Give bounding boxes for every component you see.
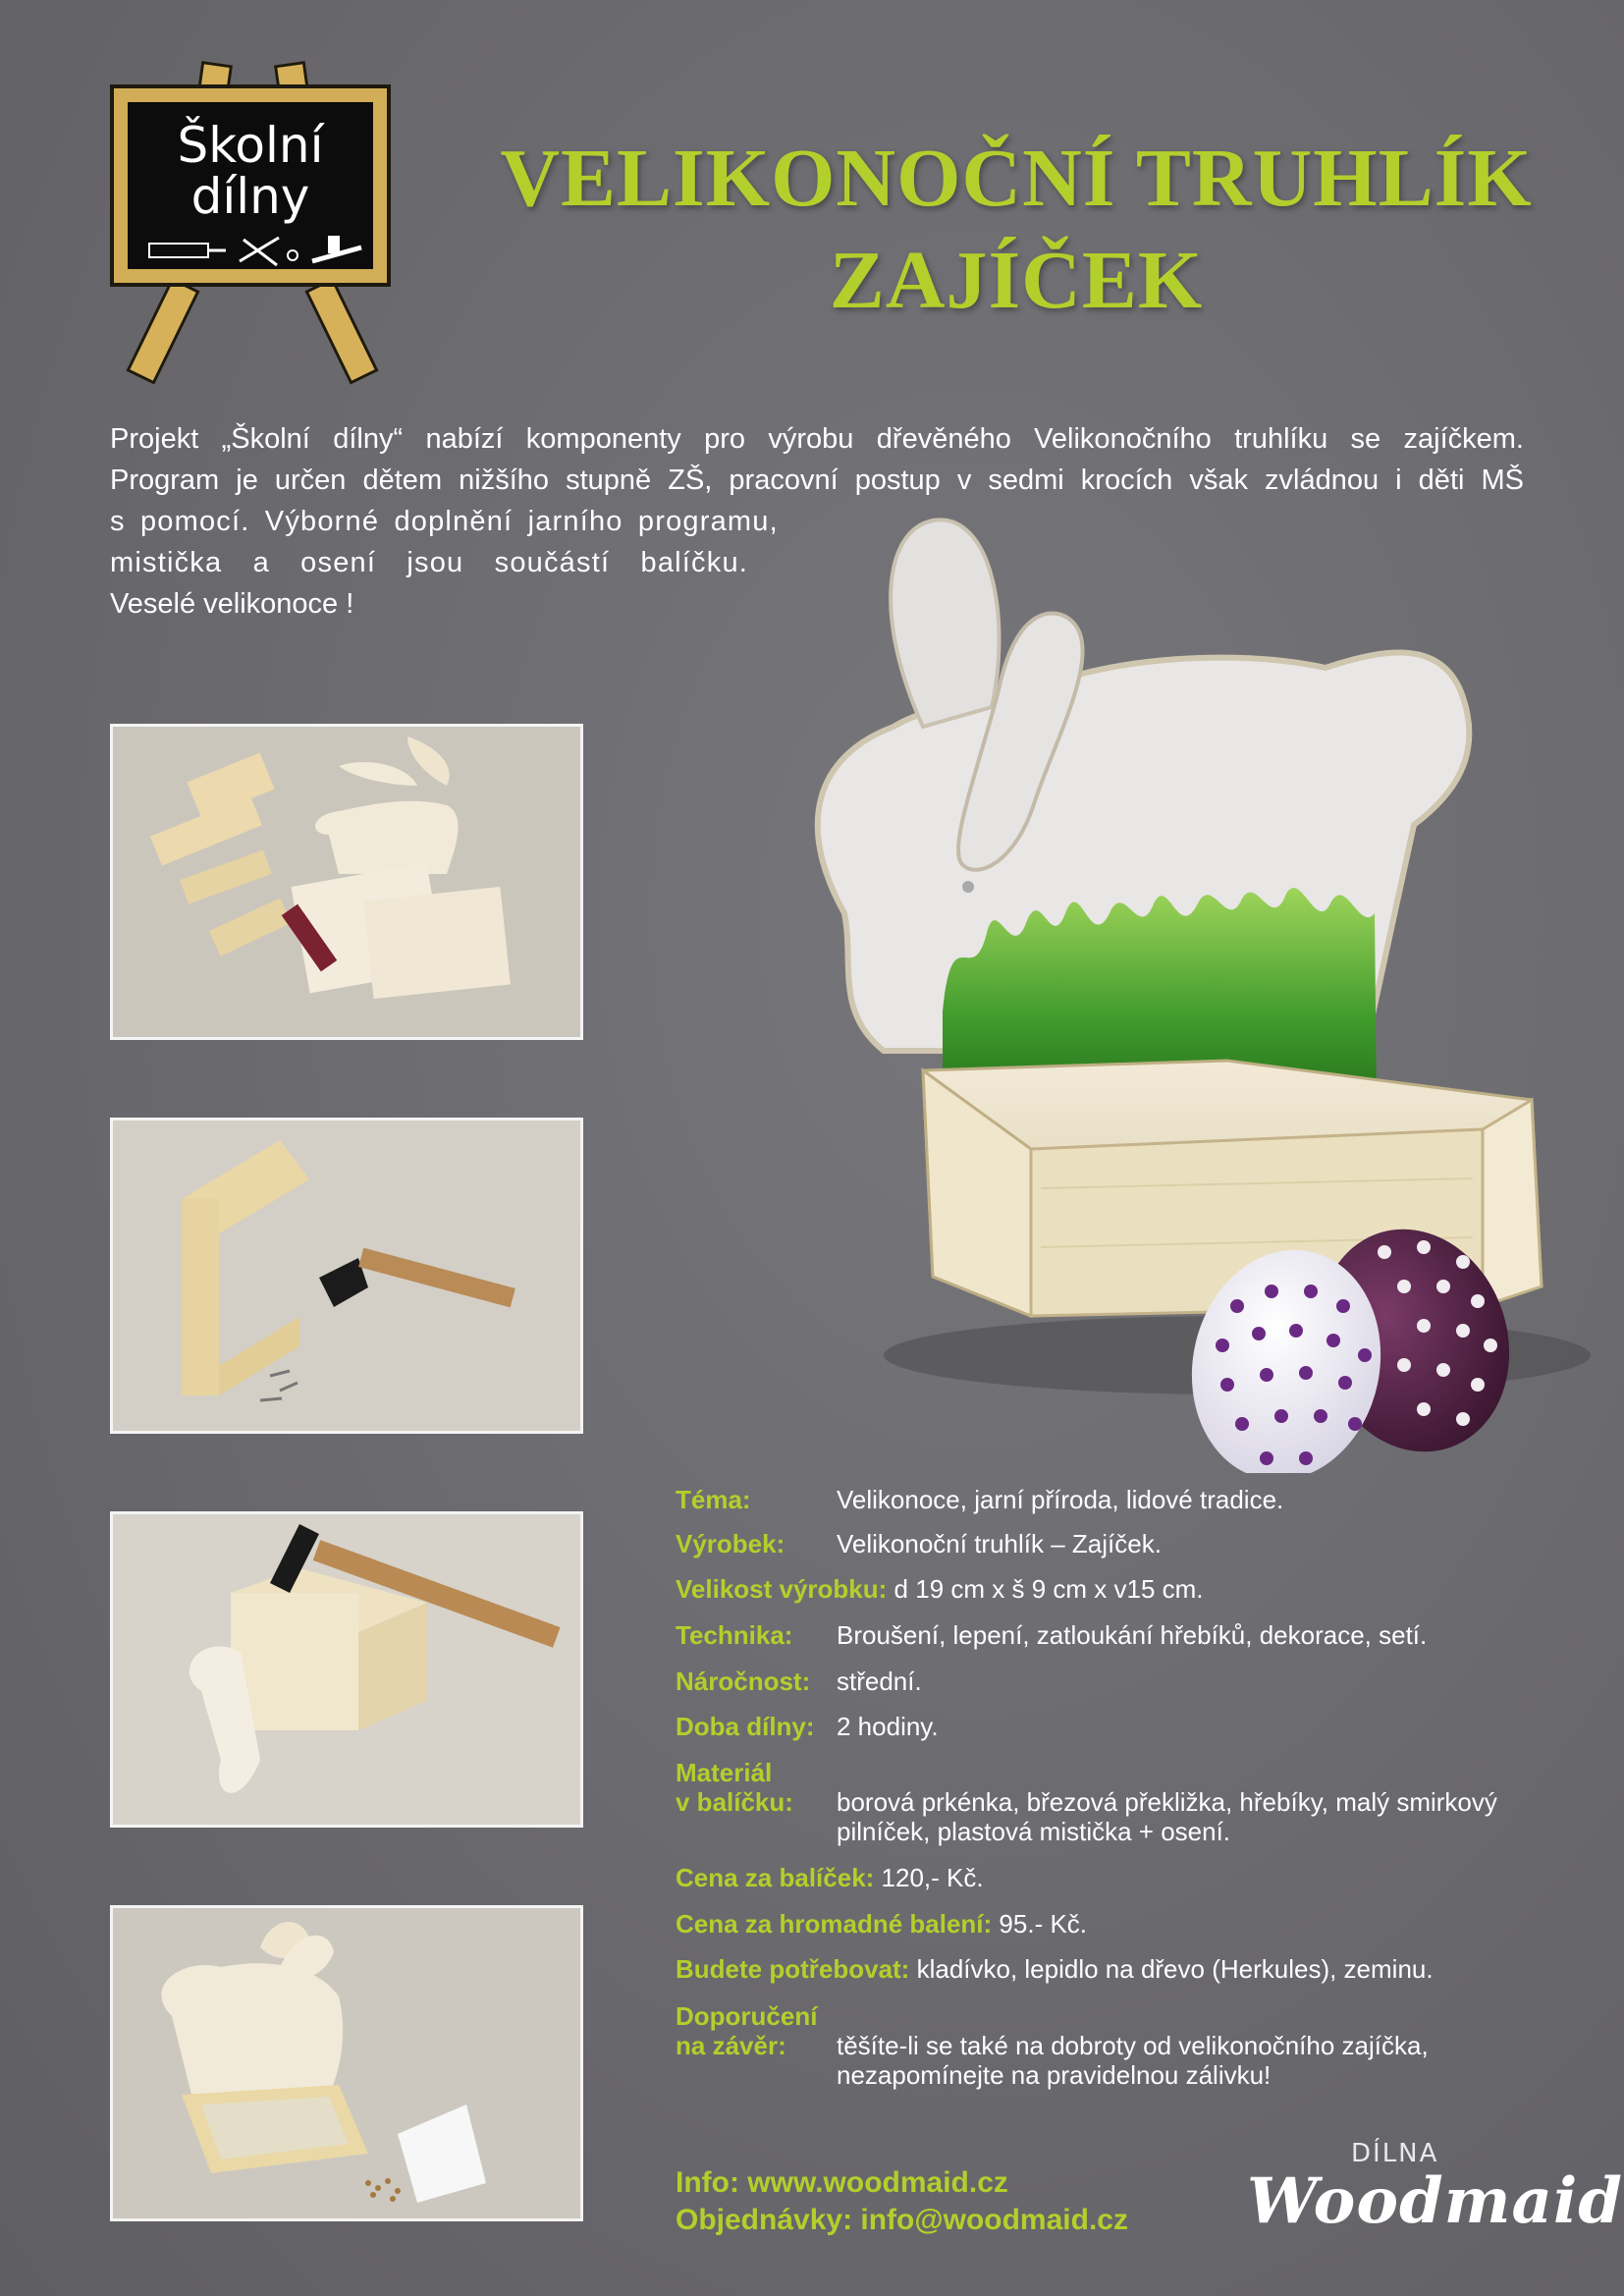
photo-finished-box	[110, 1905, 583, 2221]
narocnost-value: střední.	[837, 1667, 922, 1696]
footer-orders-link[interactable]: Objednávky: info@woodmaid.cz	[676, 2204, 1128, 2236]
assembling-illustration	[113, 1514, 580, 1825]
page-title	[461, 128, 1571, 332]
detail-doba	[676, 1712, 939, 1741]
bunny-planter-image	[776, 501, 1620, 1473]
material-label-line1: Materiál	[676, 1758, 773, 1787]
photo-assembling-box	[110, 1511, 583, 1828]
cena-value: 120,- Kč.	[881, 1863, 984, 1892]
potrebovat-label: Budete potřebovat:	[676, 1954, 910, 1984]
footer-info-link[interactable]: Info: www.woodmaid.cz	[676, 2166, 1008, 2199]
doba-value: 2 hodiny.	[837, 1712, 939, 1741]
detail-material	[676, 1758, 793, 1817]
velikost-value: d 19 cm x š 9 cm x v15 cm.	[893, 1574, 1204, 1604]
photo-parts	[110, 724, 583, 1040]
cena-label: Cena za balíček:	[676, 1863, 875, 1892]
vyrobek-value: Velikonoční truhlík – Zajíček.	[837, 1529, 1162, 1558]
title-line1: VELIKONOČNÍ TRUHLÍK	[500, 133, 1533, 224]
logo-text-line2: dílny	[190, 168, 310, 225]
vyrobek-label: Výrobek:	[676, 1529, 785, 1558]
hromadne-value: 95.- Kč.	[999, 1909, 1088, 1939]
detail-potrebovat	[676, 1954, 1434, 1984]
intro-line3: s pomocí. Výborné doplnění jarního programu,	[110, 506, 779, 537]
material-value-line2: pilníček, plastová mistička + osení.	[837, 1817, 1231, 1846]
tema-label: Téma:	[676, 1485, 751, 1514]
doporuceni-label-line1: Doporučení	[676, 2001, 818, 2031]
doporuceni-value	[837, 2031, 1429, 2090]
detail-narocnost	[676, 1667, 922, 1696]
detail-velikost	[676, 1574, 1204, 1604]
doba-label: Doba dílny:	[676, 1712, 815, 1741]
detail-doporuceni	[676, 2001, 817, 2060]
tema-value: Velikonoce, jarní příroda, lidové tradice.	[837, 1485, 1284, 1514]
velikost-label: Velikost výrobku:	[676, 1574, 888, 1604]
material-value	[837, 1787, 1497, 1846]
material-value-line1: borová prkénka, březová překližka, hřebíky, malý smirkový	[837, 1787, 1497, 1817]
doporuceni-value-line1: těšíte-li se také na dobroty od velikonočního zajíčka,	[837, 2031, 1429, 2060]
detail-technika	[676, 1620, 1428, 1650]
skolni-dilny-logo	[108, 63, 403, 377]
intro-line2: Program je určen dětem nižšího stupně ZŠ, pracovní postup v sedmi krocích však zvládnou i děti MŠ	[110, 465, 1524, 496]
doporuceni-label-line2: na závěr:	[676, 2031, 786, 2060]
detail-hromadne	[676, 1909, 1087, 1939]
hromadne-label: Cena za hromadné balení:	[676, 1909, 993, 1939]
detail-tema	[676, 1485, 1284, 1514]
brand-dilna: DÍLNA	[1351, 2139, 1439, 2168]
logo-text-line1: Školní	[177, 117, 324, 174]
narocnost-label: Náročnost:	[676, 1667, 811, 1696]
tools-icon	[145, 232, 371, 271]
technika-value: Broušení, lepení, zatloukání hřebíků, dekorace, setí.	[837, 1620, 1428, 1650]
brand-woodmaid-logo: Woodmaid	[1247, 2164, 1624, 2238]
detail-vyrobek	[676, 1529, 1162, 1558]
intro-line1: Projekt „Školní dílny“ nabízí komponenty pro výrobu dřevěného Velikonočního truhlíku se zajíčkem.	[110, 423, 1524, 455]
nailing-illustration	[113, 1121, 580, 1431]
potrebovat-value: kladívko, lepidlo na dřevo (Herkules), zeminu.	[916, 1954, 1434, 1984]
parts-illustration	[113, 727, 580, 1037]
material-label-line2: v balíčku:	[676, 1787, 793, 1817]
chalkboard	[110, 84, 391, 287]
title-line2: ZAJÍČEK	[829, 235, 1204, 326]
technika-label: Technika:	[676, 1620, 793, 1650]
finished-box-illustration	[113, 1908, 580, 2218]
photo-nailing-frame	[110, 1118, 583, 1434]
detail-cena	[676, 1863, 984, 1892]
intro-line5: Veselé velikonoce !	[110, 588, 354, 620]
doporuceni-value-line2: nezapomínejte na pravidelnou zálivku!	[837, 2060, 1272, 2090]
intro-line4: mistička a osení jsou součástí balíčku.	[110, 547, 749, 578]
